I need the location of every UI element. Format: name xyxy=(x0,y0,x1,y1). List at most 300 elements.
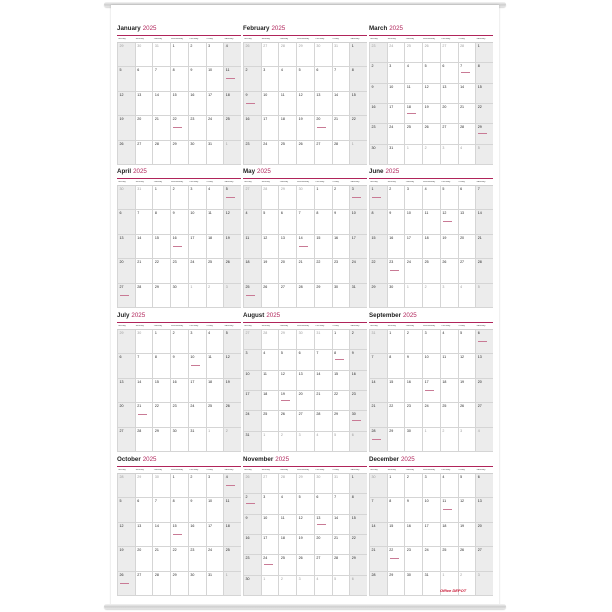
day-cell[interactable] xyxy=(440,43,458,63)
day-cell[interactable] xyxy=(475,572,493,596)
day-cell[interactable] xyxy=(475,186,493,210)
day-cell[interactable] xyxy=(404,547,422,571)
day-cell[interactable] xyxy=(349,515,367,535)
day-cell[interactable] xyxy=(206,547,224,571)
day-cell[interactable] xyxy=(349,235,367,259)
day-cell[interactable] xyxy=(422,235,440,259)
day-cell[interactable] xyxy=(261,535,279,555)
day-cell[interactable] xyxy=(422,330,440,354)
day-cell[interactable] xyxy=(170,210,188,234)
day-cell[interactable] xyxy=(261,391,279,411)
day-cell[interactable] xyxy=(314,284,332,308)
day-cell[interactable] xyxy=(117,259,135,283)
day-cell[interactable] xyxy=(422,547,440,571)
day-cell[interactable] xyxy=(206,354,224,378)
day-cell[interactable] xyxy=(135,403,153,427)
day-cell[interactable] xyxy=(475,547,493,571)
day-cell[interactable] xyxy=(152,141,170,165)
day-cell[interactable] xyxy=(152,235,170,259)
day-cell[interactable] xyxy=(404,428,422,452)
day-cell[interactable] xyxy=(387,210,405,234)
day-cell[interactable] xyxy=(188,141,206,165)
day-cell[interactable] xyxy=(117,403,135,427)
day-cell[interactable] xyxy=(404,284,422,308)
day-cell[interactable] xyxy=(243,92,261,116)
day-cell[interactable] xyxy=(332,67,350,91)
day-cell[interactable] xyxy=(458,235,476,259)
day-cell[interactable] xyxy=(188,67,206,91)
day-cell[interactable] xyxy=(278,555,296,575)
day-cell[interactable] xyxy=(458,330,476,354)
day-cell[interactable] xyxy=(475,145,493,165)
day-cell[interactable] xyxy=(206,474,224,498)
day-cell[interactable] xyxy=(135,92,153,116)
day-cell[interactable] xyxy=(223,379,241,403)
day-cell[interactable] xyxy=(243,141,261,165)
day-cell[interactable] xyxy=(243,350,261,370)
day-cell[interactable] xyxy=(387,354,405,378)
day-cell[interactable] xyxy=(135,547,153,571)
day-cell[interactable] xyxy=(135,379,153,403)
day-cell[interactable] xyxy=(458,428,476,452)
day-cell[interactable] xyxy=(458,547,476,571)
day-cell[interactable] xyxy=(369,210,387,234)
day-cell[interactable] xyxy=(332,535,350,555)
day-cell[interactable] xyxy=(332,515,350,535)
day-cell[interactable] xyxy=(387,330,405,354)
day-cell[interactable] xyxy=(349,576,367,596)
day-cell[interactable] xyxy=(404,354,422,378)
day-cell[interactable] xyxy=(349,391,367,411)
day-cell[interactable] xyxy=(188,379,206,403)
day-cell[interactable] xyxy=(369,104,387,124)
day-cell[interactable] xyxy=(422,379,440,403)
day-cell[interactable] xyxy=(135,498,153,522)
day-cell[interactable] xyxy=(387,572,405,596)
day-cell[interactable] xyxy=(117,354,135,378)
day-cell[interactable] xyxy=(387,63,405,83)
day-cell[interactable] xyxy=(332,474,350,494)
day-cell[interactable] xyxy=(170,572,188,596)
day-cell[interactable] xyxy=(387,235,405,259)
day-cell[interactable] xyxy=(475,84,493,104)
day-cell[interactable] xyxy=(223,523,241,547)
day-cell[interactable] xyxy=(440,63,458,83)
day-cell[interactable] xyxy=(440,124,458,144)
day-cell[interactable] xyxy=(243,235,261,259)
day-cell[interactable] xyxy=(223,498,241,522)
day-cell[interactable] xyxy=(458,145,476,165)
day-cell[interactable] xyxy=(440,104,458,124)
day-cell[interactable] xyxy=(188,403,206,427)
day-cell[interactable] xyxy=(170,259,188,283)
day-cell[interactable] xyxy=(369,523,387,547)
day-cell[interactable] xyxy=(206,498,224,522)
day-cell[interactable] xyxy=(152,403,170,427)
day-cell[interactable] xyxy=(369,428,387,452)
day-cell[interactable] xyxy=(278,116,296,140)
day-cell[interactable] xyxy=(387,498,405,522)
day-cell[interactable] xyxy=(223,403,241,427)
day-cell[interactable] xyxy=(387,104,405,124)
day-cell[interactable] xyxy=(332,235,350,259)
day-cell[interactable] xyxy=(314,210,332,234)
day-cell[interactable] xyxy=(152,284,170,308)
day-cell[interactable] xyxy=(296,350,314,370)
day-cell[interactable] xyxy=(261,259,279,283)
day-cell[interactable] xyxy=(387,145,405,165)
day-cell[interactable] xyxy=(170,141,188,165)
day-cell[interactable] xyxy=(349,371,367,391)
day-cell[interactable] xyxy=(475,330,493,354)
day-cell[interactable] xyxy=(475,210,493,234)
day-cell[interactable] xyxy=(278,350,296,370)
day-cell[interactable] xyxy=(296,432,314,452)
day-cell[interactable] xyxy=(206,523,224,547)
day-cell[interactable] xyxy=(349,494,367,514)
day-cell[interactable] xyxy=(117,116,135,140)
day-cell[interactable] xyxy=(387,284,405,308)
day-cell[interactable] xyxy=(475,63,493,83)
day-cell[interactable] xyxy=(458,63,476,83)
day-cell[interactable] xyxy=(152,354,170,378)
day-cell[interactable] xyxy=(458,284,476,308)
day-cell[interactable] xyxy=(206,43,224,67)
day-cell[interactable] xyxy=(458,84,476,104)
day-cell[interactable] xyxy=(404,523,422,547)
day-cell[interactable] xyxy=(296,371,314,391)
day-cell[interactable] xyxy=(369,259,387,283)
day-cell[interactable] xyxy=(243,432,261,452)
day-cell[interactable] xyxy=(440,523,458,547)
day-cell[interactable] xyxy=(170,428,188,452)
day-cell[interactable] xyxy=(296,284,314,308)
day-cell[interactable] xyxy=(278,515,296,535)
day-cell[interactable] xyxy=(332,116,350,140)
day-cell[interactable] xyxy=(152,92,170,116)
day-cell[interactable] xyxy=(369,379,387,403)
day-cell[interactable] xyxy=(206,572,224,596)
day-cell[interactable] xyxy=(117,141,135,165)
day-cell[interactable] xyxy=(206,235,224,259)
day-cell[interactable] xyxy=(332,350,350,370)
day-cell[interactable] xyxy=(458,186,476,210)
day-cell[interactable] xyxy=(206,92,224,116)
day-cell[interactable] xyxy=(152,428,170,452)
day-cell[interactable] xyxy=(349,535,367,555)
day-cell[interactable] xyxy=(475,235,493,259)
day-cell[interactable] xyxy=(422,474,440,498)
day-cell[interactable] xyxy=(206,284,224,308)
day-cell[interactable] xyxy=(458,354,476,378)
day-cell[interactable] xyxy=(349,474,367,494)
day-cell[interactable] xyxy=(223,330,241,354)
day-cell[interactable] xyxy=(261,576,279,596)
day-cell[interactable] xyxy=(243,210,261,234)
day-cell[interactable] xyxy=(223,259,241,283)
day-cell[interactable] xyxy=(422,63,440,83)
day-cell[interactable] xyxy=(387,474,405,498)
day-cell[interactable] xyxy=(170,498,188,522)
day-cell[interactable] xyxy=(475,104,493,124)
day-cell[interactable] xyxy=(387,259,405,283)
day-cell[interactable] xyxy=(458,259,476,283)
day-cell[interactable] xyxy=(261,186,279,210)
day-cell[interactable] xyxy=(369,474,387,498)
day-cell[interactable] xyxy=(188,572,206,596)
day-cell[interactable] xyxy=(117,186,135,210)
day-cell[interactable] xyxy=(117,210,135,234)
day-cell[interactable] xyxy=(369,498,387,522)
day-cell[interactable] xyxy=(314,371,332,391)
day-cell[interactable] xyxy=(332,284,350,308)
day-cell[interactable] xyxy=(332,92,350,116)
day-cell[interactable] xyxy=(170,235,188,259)
day-cell[interactable] xyxy=(223,67,241,91)
day-cell[interactable] xyxy=(440,474,458,498)
day-cell[interactable] xyxy=(404,210,422,234)
day-cell[interactable] xyxy=(369,84,387,104)
day-cell[interactable] xyxy=(243,474,261,494)
day-cell[interactable] xyxy=(152,498,170,522)
day-cell[interactable] xyxy=(170,92,188,116)
day-cell[interactable] xyxy=(188,428,206,452)
day-cell[interactable] xyxy=(314,535,332,555)
day-cell[interactable] xyxy=(278,474,296,494)
day-cell[interactable] xyxy=(440,547,458,571)
day-cell[interactable] xyxy=(475,259,493,283)
day-cell[interactable] xyxy=(458,403,476,427)
day-cell[interactable] xyxy=(369,284,387,308)
day-cell[interactable] xyxy=(296,92,314,116)
day-cell[interactable] xyxy=(458,474,476,498)
day-cell[interactable] xyxy=(475,498,493,522)
day-cell[interactable] xyxy=(404,379,422,403)
day-cell[interactable] xyxy=(243,284,261,308)
day-cell[interactable] xyxy=(422,572,440,596)
day-cell[interactable] xyxy=(440,186,458,210)
day-cell[interactable] xyxy=(243,371,261,391)
day-cell[interactable] xyxy=(475,354,493,378)
day-cell[interactable] xyxy=(369,330,387,354)
day-cell[interactable] xyxy=(243,116,261,140)
day-cell[interactable] xyxy=(349,186,367,210)
day-cell[interactable] xyxy=(314,92,332,116)
day-cell[interactable] xyxy=(440,84,458,104)
day-cell[interactable] xyxy=(117,92,135,116)
day-cell[interactable] xyxy=(152,330,170,354)
day-cell[interactable] xyxy=(170,186,188,210)
day-cell[interactable] xyxy=(152,67,170,91)
day-cell[interactable] xyxy=(206,403,224,427)
day-cell[interactable] xyxy=(332,210,350,234)
day-cell[interactable] xyxy=(369,63,387,83)
day-cell[interactable] xyxy=(261,67,279,91)
day-cell[interactable] xyxy=(475,284,493,308)
day-cell[interactable] xyxy=(188,284,206,308)
day-cell[interactable] xyxy=(387,523,405,547)
day-cell[interactable] xyxy=(314,576,332,596)
day-cell[interactable] xyxy=(422,186,440,210)
day-cell[interactable] xyxy=(475,428,493,452)
day-cell[interactable] xyxy=(223,210,241,234)
day-cell[interactable] xyxy=(170,354,188,378)
day-cell[interactable] xyxy=(349,210,367,234)
day-cell[interactable] xyxy=(261,432,279,452)
day-cell[interactable] xyxy=(404,43,422,63)
day-cell[interactable] xyxy=(261,43,279,67)
day-cell[interactable] xyxy=(243,67,261,91)
day-cell[interactable] xyxy=(369,43,387,63)
day-cell[interactable] xyxy=(278,259,296,283)
day-cell[interactable] xyxy=(314,411,332,431)
day-cell[interactable] xyxy=(243,576,261,596)
day-cell[interactable] xyxy=(117,330,135,354)
day-cell[interactable] xyxy=(188,210,206,234)
day-cell[interactable] xyxy=(369,124,387,144)
day-cell[interactable] xyxy=(243,411,261,431)
day-cell[interactable] xyxy=(223,284,241,308)
day-cell[interactable] xyxy=(332,576,350,596)
day-cell[interactable] xyxy=(349,141,367,165)
day-cell[interactable] xyxy=(296,411,314,431)
day-cell[interactable] xyxy=(206,428,224,452)
day-cell[interactable] xyxy=(349,432,367,452)
day-cell[interactable] xyxy=(206,116,224,140)
day-cell[interactable] xyxy=(152,186,170,210)
day-cell[interactable] xyxy=(369,235,387,259)
day-cell[interactable] xyxy=(422,428,440,452)
day-cell[interactable] xyxy=(422,84,440,104)
day-cell[interactable] xyxy=(387,428,405,452)
day-cell[interactable] xyxy=(261,141,279,165)
day-cell[interactable] xyxy=(440,235,458,259)
day-cell[interactable] xyxy=(135,284,153,308)
day-cell[interactable] xyxy=(278,535,296,555)
day-cell[interactable] xyxy=(278,92,296,116)
day-cell[interactable] xyxy=(117,284,135,308)
day-cell[interactable] xyxy=(170,67,188,91)
day-cell[interactable] xyxy=(458,210,476,234)
day-cell[interactable] xyxy=(349,411,367,431)
day-cell[interactable] xyxy=(243,515,261,535)
day-cell[interactable] xyxy=(188,43,206,67)
day-cell[interactable] xyxy=(278,141,296,165)
day-cell[interactable] xyxy=(314,515,332,535)
day-cell[interactable] xyxy=(117,547,135,571)
day-cell[interactable] xyxy=(135,186,153,210)
day-cell[interactable] xyxy=(314,474,332,494)
day-cell[interactable] xyxy=(296,210,314,234)
day-cell[interactable] xyxy=(475,523,493,547)
day-cell[interactable] xyxy=(278,186,296,210)
day-cell[interactable] xyxy=(206,186,224,210)
day-cell[interactable] xyxy=(278,576,296,596)
day-cell[interactable] xyxy=(261,515,279,535)
day-cell[interactable] xyxy=(278,330,296,350)
day-cell[interactable] xyxy=(261,330,279,350)
day-cell[interactable] xyxy=(422,210,440,234)
day-cell[interactable] xyxy=(387,186,405,210)
day-cell[interactable] xyxy=(314,186,332,210)
day-cell[interactable] xyxy=(422,523,440,547)
day-cell[interactable] xyxy=(243,330,261,350)
day-cell[interactable] xyxy=(223,92,241,116)
day-cell[interactable] xyxy=(349,43,367,67)
day-cell[interactable] xyxy=(188,92,206,116)
day-cell[interactable] xyxy=(440,330,458,354)
day-cell[interactable] xyxy=(440,403,458,427)
day-cell[interactable] xyxy=(296,67,314,91)
day-cell[interactable] xyxy=(135,235,153,259)
day-cell[interactable] xyxy=(404,235,422,259)
day-cell[interactable] xyxy=(261,350,279,370)
day-cell[interactable] xyxy=(278,67,296,91)
day-cell[interactable] xyxy=(458,104,476,124)
day-cell[interactable] xyxy=(296,330,314,350)
day-cell[interactable] xyxy=(152,572,170,596)
day-cell[interactable] xyxy=(117,43,135,67)
day-cell[interactable] xyxy=(261,371,279,391)
day-cell[interactable] xyxy=(349,330,367,350)
day-cell[interactable] xyxy=(261,235,279,259)
day-cell[interactable] xyxy=(261,555,279,575)
day-cell[interactable] xyxy=(170,523,188,547)
day-cell[interactable] xyxy=(170,379,188,403)
day-cell[interactable] xyxy=(314,235,332,259)
day-cell[interactable] xyxy=(170,474,188,498)
day-cell[interactable] xyxy=(314,67,332,91)
day-cell[interactable] xyxy=(296,391,314,411)
day-cell[interactable] xyxy=(475,124,493,144)
day-cell[interactable] xyxy=(314,350,332,370)
day-cell[interactable] xyxy=(117,474,135,498)
day-cell[interactable] xyxy=(223,141,241,165)
day-cell[interactable] xyxy=(135,428,153,452)
day-cell[interactable] xyxy=(278,432,296,452)
day-cell[interactable] xyxy=(170,284,188,308)
day-cell[interactable] xyxy=(440,210,458,234)
day-cell[interactable] xyxy=(475,403,493,427)
day-cell[interactable] xyxy=(314,391,332,411)
day-cell[interactable] xyxy=(278,43,296,67)
day-cell[interactable] xyxy=(223,354,241,378)
day-cell[interactable] xyxy=(332,555,350,575)
day-cell[interactable] xyxy=(332,330,350,350)
day-cell[interactable] xyxy=(296,515,314,535)
day-cell[interactable] xyxy=(261,284,279,308)
day-cell[interactable] xyxy=(135,43,153,67)
day-cell[interactable] xyxy=(223,572,241,596)
day-cell[interactable] xyxy=(314,259,332,283)
day-cell[interactable] xyxy=(296,116,314,140)
day-cell[interactable] xyxy=(152,379,170,403)
day-cell[interactable] xyxy=(152,210,170,234)
day-cell[interactable] xyxy=(223,235,241,259)
day-cell[interactable] xyxy=(387,379,405,403)
day-cell[interactable] xyxy=(206,67,224,91)
day-cell[interactable] xyxy=(387,124,405,144)
day-cell[interactable] xyxy=(440,354,458,378)
day-cell[interactable] xyxy=(332,494,350,514)
day-cell[interactable] xyxy=(170,403,188,427)
day-cell[interactable] xyxy=(422,498,440,522)
day-cell[interactable] xyxy=(152,259,170,283)
day-cell[interactable] xyxy=(135,572,153,596)
day-cell[interactable] xyxy=(135,330,153,354)
day-cell[interactable] xyxy=(261,411,279,431)
day-cell[interactable] xyxy=(135,67,153,91)
